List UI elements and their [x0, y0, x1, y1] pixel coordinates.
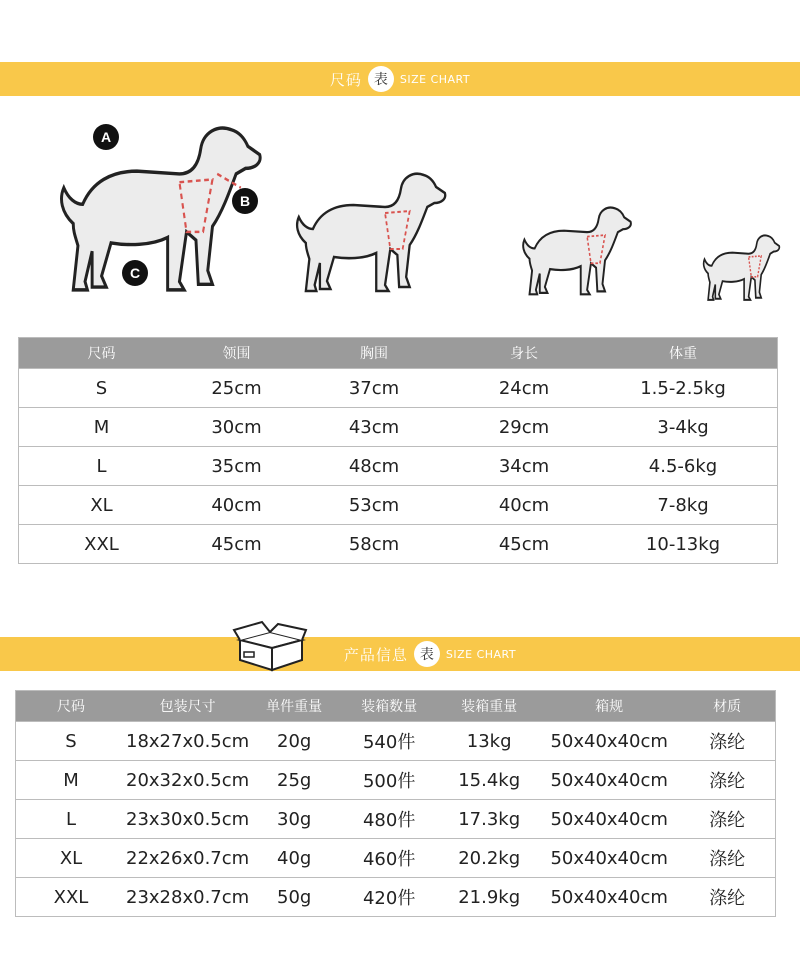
cell-carton-spec: 50x40x40cm: [539, 839, 679, 878]
header-package-size: 包装尺寸: [126, 691, 249, 722]
label-a-icon: [93, 124, 119, 150]
cell-material: 涤纶: [679, 800, 775, 839]
cell-length: 24cm: [459, 369, 589, 408]
header-carton-qty: 装箱数量: [339, 691, 439, 722]
cell-package-size: 23x28x0.7cm: [126, 878, 249, 917]
cell-carton-weight: 21.9kg: [439, 878, 539, 917]
cell-size: XL: [16, 839, 127, 878]
cell-carton-spec: 50x40x40cm: [539, 800, 679, 839]
cell-carton-weight: 20.2kg: [439, 839, 539, 878]
dog-large-icon: [62, 128, 261, 290]
cell-size: XL: [19, 486, 185, 525]
banner-title-zh: 产品信息: [343, 645, 408, 664]
cell-size: L: [16, 800, 127, 839]
label-c-icon: [122, 260, 148, 286]
size-chart-banner: [0, 62, 800, 96]
label-b-text: B: [239, 193, 251, 209]
header-size: 尺码: [16, 691, 127, 722]
cell-size: XXL: [19, 525, 185, 564]
cell-carton-qty: 460件: [339, 839, 439, 878]
table-row: [19, 408, 778, 447]
cell-weight: 3-4kg: [589, 408, 778, 447]
cell-length: 29cm: [459, 408, 589, 447]
banner-title-en: SIZE CHART: [445, 647, 517, 661]
cell-length: 34cm: [459, 447, 589, 486]
product-table-header: [16, 691, 776, 722]
cell-carton-qty: 420件: [339, 878, 439, 917]
cell-carton-qty: 540件: [339, 722, 439, 761]
cell-carton-qty: 480件: [339, 800, 439, 839]
cell-chest: 37cm: [289, 369, 459, 408]
header-neck: 领围: [184, 338, 289, 369]
header-chest: 胸围: [289, 338, 459, 369]
cell-package-size: 18x27x0.5cm: [126, 722, 249, 761]
cell-neck: 35cm: [184, 447, 289, 486]
label-a-text: A: [100, 129, 112, 145]
dog-small-icon: [523, 208, 631, 295]
cell-carton-weight: 17.3kg: [439, 800, 539, 839]
header-size: 尺码: [19, 338, 185, 369]
cell-weight: 1.5-2.5kg: [589, 369, 778, 408]
cell-package-size: 23x30x0.5cm: [126, 800, 249, 839]
cell-weight: 10-13kg: [589, 525, 778, 564]
product-table: [15, 690, 776, 917]
cell-size: S: [16, 722, 127, 761]
cell-material: 涤纶: [679, 722, 775, 761]
cell-carton-spec: 50x40x40cm: [539, 722, 679, 761]
banner-circle-badge: 表: [414, 641, 440, 667]
cell-size: XXL: [16, 878, 127, 917]
size-table: [18, 337, 778, 564]
table-row: [16, 761, 776, 800]
cell-carton-weight: 15.4kg: [439, 761, 539, 800]
cell-length: 45cm: [459, 525, 589, 564]
cell-package-size: 20x32x0.5cm: [126, 761, 249, 800]
header-carton-spec: 箱规: [539, 691, 679, 722]
cell-neck: 30cm: [184, 408, 289, 447]
cell-unit-weight: 30g: [249, 800, 339, 839]
cell-size: M: [16, 761, 127, 800]
header-unit-weight: 单件重量: [249, 691, 339, 722]
table-row: [16, 800, 776, 839]
table-row: [16, 722, 776, 761]
label-b-icon: [232, 188, 258, 214]
dog-tiny-icon: [704, 235, 780, 299]
cell-size: M: [19, 408, 185, 447]
cell-chest: 48cm: [289, 447, 459, 486]
table-row: [19, 447, 778, 486]
dog-illustrations: [0, 115, 800, 315]
cell-unit-weight: 20g: [249, 722, 339, 761]
cell-carton-qty: 500件: [339, 761, 439, 800]
cell-neck: 45cm: [184, 525, 289, 564]
cell-chest: 43cm: [289, 408, 459, 447]
table-row: [19, 525, 778, 564]
cell-size: S: [19, 369, 185, 408]
table-row: [19, 486, 778, 525]
table-row: [16, 839, 776, 878]
cell-unit-weight: 50g: [249, 878, 339, 917]
dog-medium-icon: [297, 174, 445, 291]
box-icon: [232, 620, 308, 672]
cell-neck: 40cm: [184, 486, 289, 525]
cell-weight: 4.5-6kg: [589, 447, 778, 486]
banner-title-zh: 尺码: [329, 70, 362, 89]
cell-chest: 53cm: [289, 486, 459, 525]
cell-carton-spec: 50x40x40cm: [539, 878, 679, 917]
cell-length: 40cm: [459, 486, 589, 525]
header-material: 材质: [679, 691, 775, 722]
header-weight: 体重: [589, 338, 778, 369]
cell-size: L: [19, 447, 185, 486]
cell-material: 涤纶: [679, 839, 775, 878]
cell-unit-weight: 25g: [249, 761, 339, 800]
cell-carton-spec: 50x40x40cm: [539, 761, 679, 800]
cell-package-size: 22x26x0.7cm: [126, 839, 249, 878]
banner-circle-badge: 表: [368, 66, 394, 92]
header-carton-weight: 装箱重量: [439, 691, 539, 722]
table-row: [16, 878, 776, 917]
size-table-header: [19, 338, 778, 369]
label-c-text: C: [129, 265, 141, 281]
table-row: [19, 369, 778, 408]
cell-material: 涤纶: [679, 878, 775, 917]
cell-unit-weight: 40g: [249, 839, 339, 878]
product-info-banner: [0, 637, 800, 671]
banner-title-en: SIZE CHART: [399, 72, 471, 86]
header-length: 身长: [459, 338, 589, 369]
cell-chest: 58cm: [289, 525, 459, 564]
cell-material: 涤纶: [679, 761, 775, 800]
cell-neck: 25cm: [184, 369, 289, 408]
cell-carton-weight: 13kg: [439, 722, 539, 761]
cell-weight: 7-8kg: [589, 486, 778, 525]
